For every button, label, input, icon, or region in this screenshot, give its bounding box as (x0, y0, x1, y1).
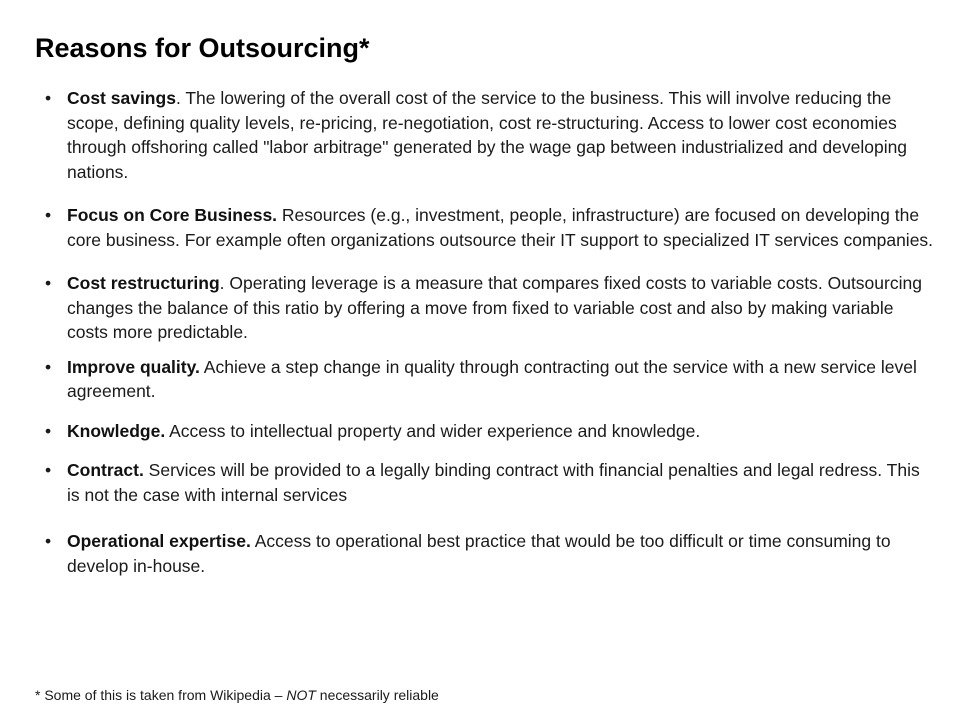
bullet-text: Services will be provided to a legally binding contract with financial penalties and legal redress. This is not the case with internal services (67, 460, 920, 505)
bullet-dot: • (45, 420, 52, 441)
bullet-dot: • (45, 88, 52, 108)
bullet-text: Resources (e.g., investment, people, infrastructure) are focused on developing the core business. For example often organizations outsource their IT support to specialized IT services companies. (67, 205, 934, 250)
bullet-cost-restructuring (45, 271, 935, 345)
footnote (35, 686, 439, 704)
bullet-text: Operating leverage is a measure that compares fixed costs to variable costs. Outsourcing changes the balance of this ratio by offering a move from fixed to variable cost and also by making variable costs more predictable. (67, 273, 922, 342)
bullet-heading: Contract. (67, 460, 144, 480)
bullet-dot: • (45, 460, 52, 480)
bullet-text: Access to operational best practice that would be too difficult or time consuming to develop in-house. (67, 531, 891, 576)
bullet-heading-punct: . (175, 88, 181, 108)
bullet-list (45, 86, 935, 578)
bullet-dot: • (45, 356, 52, 377)
bullet-heading: Knowledge. (67, 420, 166, 441)
bullet-heading: Improve quality. (67, 356, 200, 377)
bullet-dot: • (45, 531, 52, 551)
footnote-emphasis: NOT (286, 687, 316, 703)
bullet-heading: Operational expertise. (67, 531, 251, 551)
bullet-focus-core-business (45, 203, 935, 252)
bullet-knowledge (45, 419, 935, 444)
bullet-text: The lowering of the overall cost of the service to the business. This will involve reducing the scope, defining quality levels, re-pricing, re-negotiation, cost re-structuring. Access to lower cost economies through offshoring called "labor arbitrage" generated by the wage gap between industrialized and developing nations. (67, 88, 908, 182)
bullet-text: Access to intellectual property and wider experience and knowledge. (165, 420, 701, 441)
footnote-prefix: * Some of this is taken from Wikipedia – (35, 687, 287, 703)
bullet-improve-quality (45, 355, 935, 404)
bullet-dot: • (45, 205, 52, 225)
bullet-dot: • (45, 273, 52, 293)
bullet-heading: Cost savings (67, 88, 176, 108)
bullet-cost-savings (45, 86, 935, 184)
bullet-heading: Focus on Core Business. (67, 205, 278, 225)
bullet-heading: Cost restructuring (67, 273, 220, 293)
slide-title: Reasons for Outsourcing* (35, 33, 370, 63)
bullet-operational-expertise (45, 529, 935, 578)
footnote-suffix: necessarily reliable (315, 687, 439, 703)
bullet-text: Achieve a step change in quality through contracting out the service with a new service level agreement. (67, 356, 917, 401)
bullet-contract (45, 458, 935, 507)
bullet-heading-punct: . (219, 273, 225, 293)
